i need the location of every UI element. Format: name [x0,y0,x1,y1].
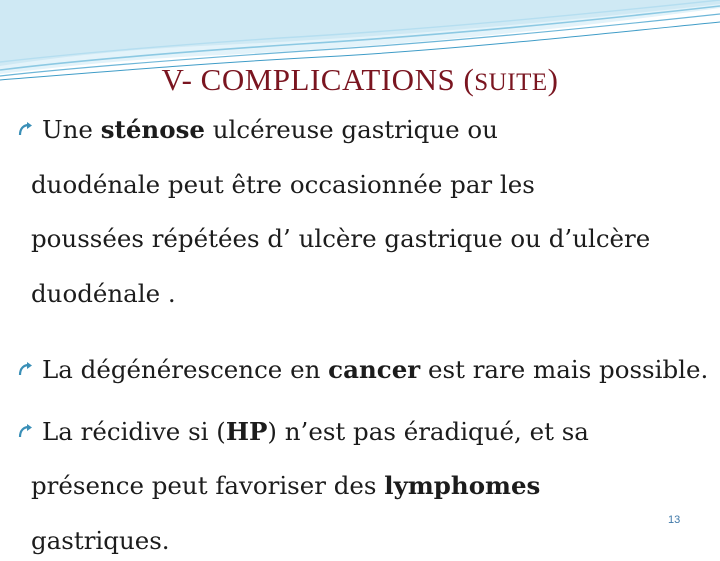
bullet-text: Une [42,115,101,144]
page-number: 13 [668,514,681,526]
curved-arrow-bullet-icon [16,121,36,141]
bullet-emphasis: cancer [328,355,421,384]
bullet-text: poussées répétées d’ ulcère gastrique ou d’ulcère [31,224,651,253]
bullet-text: gastriques. [31,526,170,555]
bullet-item-1-continuation [31,165,535,205]
bullet-item-1 [16,110,498,150]
bullet-item-1-continuation [31,219,650,259]
bullet-emphasis: HP [225,417,268,446]
curved-arrow-bullet-icon [16,361,36,381]
bullet-text: ) n’est pas éradiqué, et sa [267,417,589,446]
bullet-text: La dégénérescence en [42,355,329,384]
bullet-text: ulcéreuse gastrique ou [204,115,498,144]
bullet-item-3-continuation [31,466,540,506]
slide-title: V- COMPLICATIONS (SUITE) [161,62,559,97]
curved-arrow-bullet-icon [16,423,36,443]
bullet-text: La récidive si ( [42,417,226,446]
bullet-text: duodénale peut être occasionnée par les [31,170,535,199]
bullet-text: duodénale . [31,279,176,308]
bullet-item-2 [16,350,708,390]
bullet-text: présence peut favoriser des [31,471,385,500]
bullet-emphasis: lymphomes [384,471,541,500]
bullet-item-1-continuation [31,274,176,314]
bullet-emphasis: sténose [100,115,205,144]
bullet-text: est rare mais possible. [420,355,709,384]
bullet-item-3 [16,412,589,452]
bullet-item-3-continuation [31,521,170,561]
